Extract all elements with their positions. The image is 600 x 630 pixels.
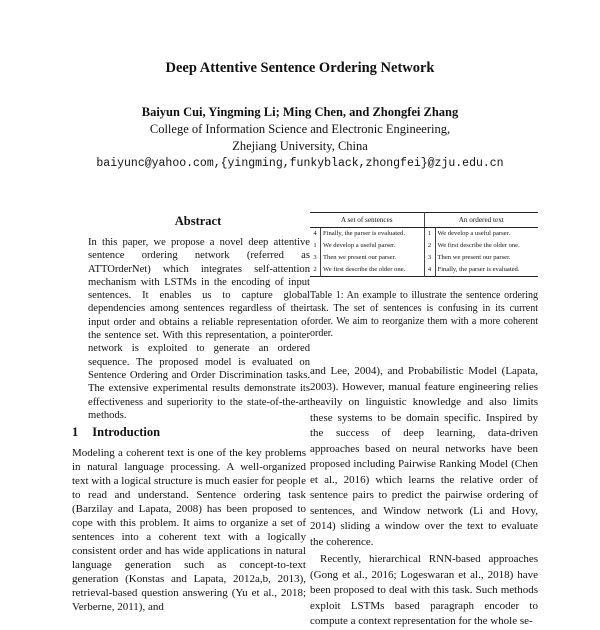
left-sentence: We develop a useful parser.	[321, 240, 425, 252]
table-row	[310, 228, 538, 241]
author-emails: baiyunc@yahoo.com,{yingming,funkyblack,zhongfei}@zju.edu.cn	[96, 157, 504, 170]
left-index: 4	[313, 230, 317, 237]
right-index: 2	[424, 240, 435, 252]
table-caption: Table 1: An example to illustrate the sentence ordering task. The set of sentences is confusing in its current order. We aim to reorganize them with a more coherent order.	[310, 290, 538, 340]
section-number: 1	[72, 425, 79, 439]
author-names: Baiyun Cui, Yingming Li; Ming Chen, and Zhongfei Zhang	[141, 105, 459, 119]
affiliation-line-2: Zhejiang University, China	[232, 139, 368, 153]
left-index: 2	[313, 266, 317, 273]
right-sentence: We develop a useful parser.	[435, 228, 538, 241]
left-sentence: Then we present our parser.	[321, 252, 425, 264]
left-sentence: We first describe the older one.	[321, 264, 425, 277]
section-heading-introduction	[72, 425, 160, 440]
left-index: 1	[313, 242, 317, 249]
right-index: 4	[424, 264, 435, 277]
author-block	[0, 104, 600, 172]
right-index: 3	[424, 252, 435, 264]
table-row	[310, 264, 538, 277]
right-paragraph-1: and Lee, 2004), and Probabilistic Model (Lapata, 2003). However, manual feature engineering relies heavily on linguistic knowledge and also limits these systems to be domain specific. Inspired by the success of deep learning, data-driven approaches based on neural networks have been proposed including Pairwise Ranking Model (Chen et al., 2016) which learns the relative order of sentence pairs to predict the pairwise ordering of sentences, and Window network (Li and Hovy, 2014) sliding a window over the text to evaluate the coherence.	[310, 365, 538, 548]
right-sentence: Then we present our parser.	[435, 252, 538, 264]
abstract-heading: Abstract	[174, 214, 222, 228]
right-paragraph-2: Recently, hierarchical RNN-based approaches (Gong et al., 2016; Logeswaran et al., 2018) have been proposed to deal with this task. Such methods exploit LSTMs based paragraph encoder to compute a context representation for the whole se-	[310, 553, 538, 627]
introduction-paragraph-1: Modeling a coherent text is one of the key problems in natural language processing. A well-organized text with a logical structure is much easier for people to read and understand. Sentence ordering task (Barzilay and Lapata, 2008) has been proposed to cope with this problem. It aims to organize a set of sentences into a coherent text with a logically consistent order and has wide applications in natural language generation such as concept-to-text generation (Konstas and Lapata, 2012a,b, 2013), retrieval-based question answering (Yu et al., 2018; Verberne, 2011), and	[72, 447, 306, 613]
affiliation-line-1: College of Information Science and Electronic Engineering,	[149, 122, 451, 136]
right-sentence: Finally, the parser is evaluated.	[435, 264, 538, 277]
right-index: 1	[424, 228, 435, 241]
table-header-left: A set of sentences	[310, 213, 424, 228]
example-table	[310, 212, 538, 277]
paper-title: Deep Attentive Sentence Ordering Network	[165, 60, 435, 76]
introduction-body	[72, 446, 306, 614]
right-column-body	[310, 364, 538, 630]
abstract-text	[88, 236, 310, 422]
left-sentence: Finally, the parser is evaluated.	[321, 228, 425, 241]
table-header-right: An ordered text	[424, 213, 538, 228]
table-row	[310, 252, 538, 264]
left-index: 3	[313, 254, 317, 261]
section-title: Introduction	[92, 425, 161, 439]
right-sentence: We first describe the older one.	[435, 240, 538, 252]
abstract-paragraph: In this paper, we propose a novel deep attentive sentence ordering network (referred as ATTOrderNet) which integrates self-attention mechanism with LSTMs in the encoding of input sentences. It enables us to capture global dependencies among sentences regardless of their input order and obtains a reliable representation of the sentence set. With this representation, a pointer network is exploited to generate an ordered sequence. The proposed model is evaluated on Sentence Ordering and Order Discrimination tasks. The extensive experimental results demonstrate its effectiveness and superiority to the state-of-the-art methods.	[88, 237, 310, 421]
table-row	[310, 240, 538, 252]
